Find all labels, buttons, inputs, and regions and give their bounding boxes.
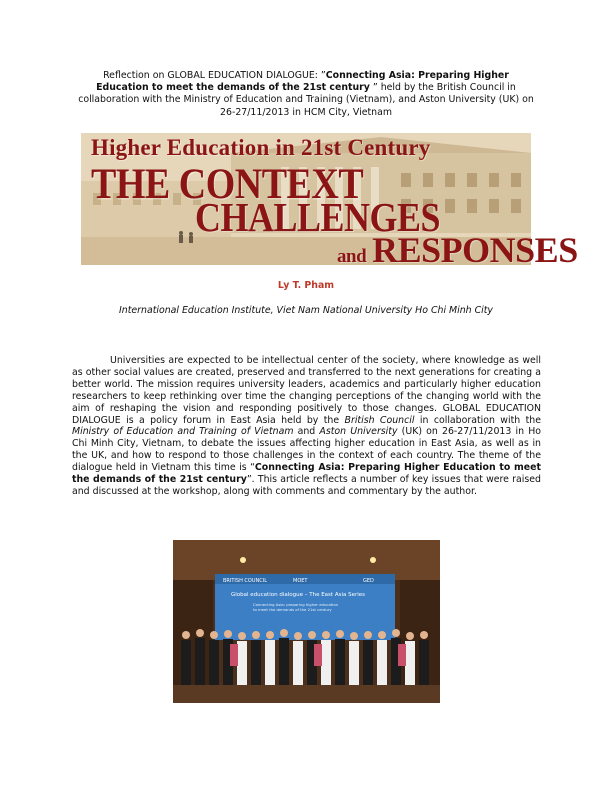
body-aston: Aston University (319, 426, 398, 438)
body-part-4: (UK) on 26-27/11/2013 in Ho Chi Minh City, Vietnam, to debate the issues affecting higher education in East Asia, as well as in the UK, and how to respond to those challenges in the context of each country. The theme of the dialogue held in Vietnam this time is “ (72, 426, 541, 474)
banner-line-2: THE CONTEXT (91, 160, 364, 209)
author-affiliation: International Education Institute, Viet Nam National University Ho Chi Minh City (119, 305, 493, 316)
body-ministry: Ministry of Education and Training of Vietnam (72, 426, 294, 438)
heading-prefix: Reflection on GLOBAL EDUCATION DIALOGUE: ” (103, 70, 326, 81)
banner-image (81, 133, 578, 270)
banner-line-1: Higher Education in 21st Century (91, 135, 431, 160)
heading-suffix: ” held by the British Council in collaboration with the Ministry of Education and Training (Vietnam), and Aston University (UK) on 26-27/11/2013 in HCM City, Vietnam (78, 82, 534, 118)
backdrop-subtitle-1: Connecting Asia: preparing higher education (253, 602, 339, 607)
article-heading (76, 70, 536, 119)
group-photo-illustration (173, 540, 440, 703)
body-british-council: British Council (344, 414, 415, 426)
banner-line-3: CHALLENGES (195, 194, 441, 241)
banner-responses: RESPONSES (372, 230, 578, 270)
banner-and: and (337, 246, 367, 267)
backdrop-logo-right: GED (363, 578, 374, 584)
backdrop-title: Global education dialogue – The East Asia Series (231, 592, 366, 598)
body-part-2: in collaboration with the (414, 414, 541, 426)
group-photo (173, 540, 440, 703)
heading-title: Connecting Asia: Preparing Higher Education to meet the demands of the 21st century (96, 70, 509, 94)
backdrop-logo-left: BRITISH COUNCIL (223, 578, 268, 584)
backdrop-subtitle-2: to meet the demands of the 21st century (253, 607, 332, 612)
body-part-3: and (293, 426, 320, 438)
backdrop-logo-mid: MOET (293, 578, 308, 584)
banner-line-4 (337, 229, 578, 271)
body-part-5: ”. This article reflects a number of key issues that were raised and discussed at the workshop, along with comments and commentary by the author. (72, 474, 541, 497)
body-paragraph (72, 355, 541, 498)
author-name: Ly T. Pham (277, 280, 335, 291)
body-part-1: Universities are expected to be intellectual center of the society, where knowledge as well as other social values are created, preserved and transferred to the next generations for creating a better world. The mission requires university leaders, academics and particularly higher education researchers to keep rethinking over time the changing perceptions of the changing world with the aim of reshaping the vision and responding positively to those changes. GLOBAL EDUCATION DIALOGUE is a policy forum in East Asia held by the (72, 355, 541, 426)
body-theme: Connecting Asia: Preparing Higher Education to meet the demands of the 21st century (72, 462, 541, 486)
